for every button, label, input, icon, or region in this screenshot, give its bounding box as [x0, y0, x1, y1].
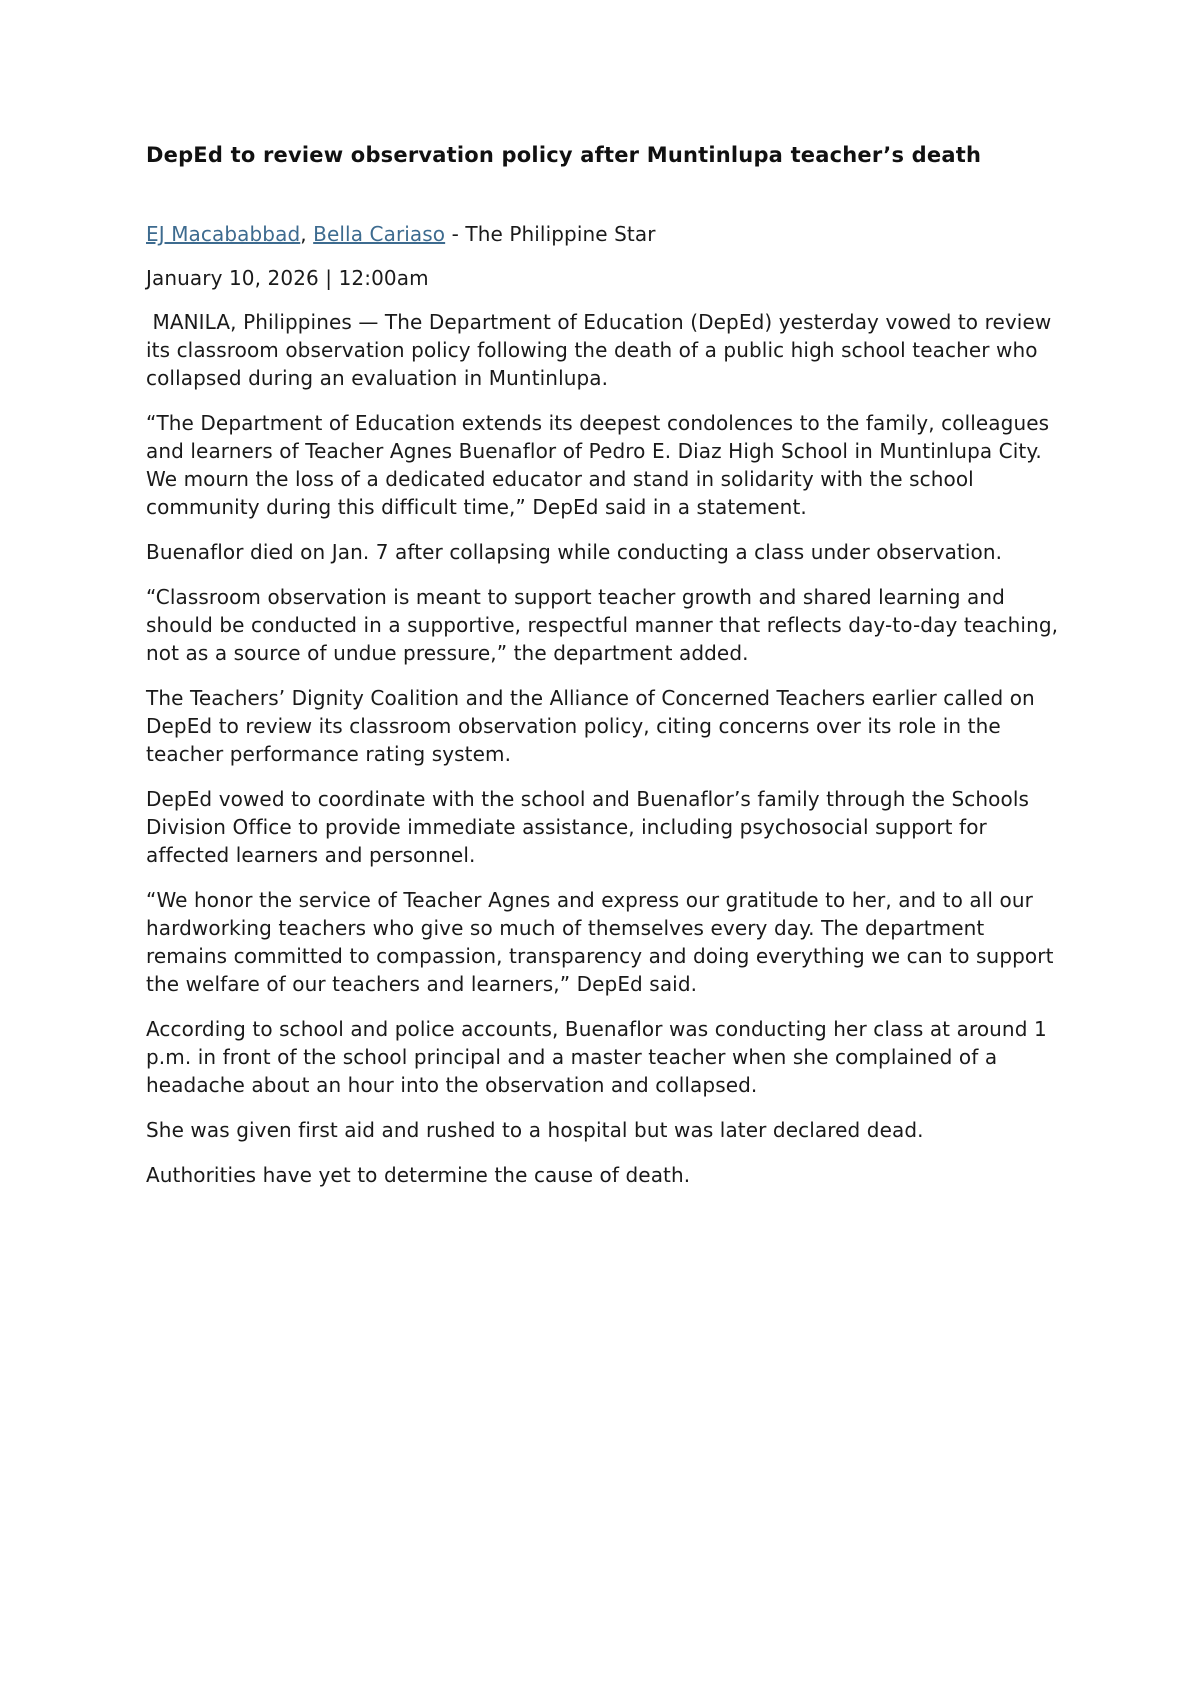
article-paragraph: She was given first aid and rushed to a hospital but was later declared dead. — [146, 1118, 924, 1142]
author-link-1[interactable]: EJ Macababbad — [146, 222, 301, 246]
article-paragraph: DepEd vowed to coordinate with the school and Buenaflor’s family through the Schools Division Office to provide immediate assistance, including psychosocial support for affected learners and personnel. — [146, 787, 1030, 867]
article-paragraph: Authorities have yet to determine the cause of death. — [146, 1163, 691, 1187]
article-paragraph: According to school and police accounts, Buenaflor was conducting her class at around 1 p.m. in front of the school principal and a master teacher when she complained of a headache about an hour into the observation and collapsed. — [146, 1017, 1047, 1097]
dateline: January 10, 2026 | 12:00am — [146, 266, 429, 290]
author-separator: , — [300, 222, 314, 246]
article-paragraph: The Teachers’ Dignity Coalition and the Alliance of Concerned Teachers earlier called on DepEd to review its classroom observation policy, citing concerns over its role in the teacher performance rating system. — [146, 686, 1035, 766]
publication-name: - The Philippine Star — [445, 222, 656, 246]
article-headline: DepEd to review observation policy after Muntinlupa teacher’s death — [146, 143, 982, 167]
article-paragraph: MANILA, Philippines — The Department of Education (DepEd) yesterday vowed to review its classroom observation policy following the death of a public high school teacher who collapsed during an evaluation in Muntinlupa. — [146, 310, 1058, 390]
author-link-2[interactable]: Bella Cariaso — [313, 222, 446, 246]
byline — [146, 220, 1066, 248]
article-paragraph: Buenaflor died on Jan. 7 after collapsing while conducting a class under observation. — [146, 540, 1003, 564]
article-paragraph: “Classroom observation is meant to support teacher growth and shared learning and should be conducted in a supportive, respectful manner that reflects day-to-day teaching, not as a source of undue pressure,” the department added. — [146, 585, 1059, 665]
article-paragraph: “We honor the service of Teacher Agnes and express our gratitude to her, and to all our hardworking teachers who give so much of themselves every day. The department remains committed to compassion, transparency and doing everything we can to support the welfare of our teachers and learners,” DepEd said. — [146, 888, 1054, 996]
article-paragraph: “The Department of Education extends its deepest condolences to the family, colleagues and learners of Teacher Agnes Buenaflor of Pedro E. Diaz High School in Muntinlupa City. We mourn the loss of a dedicated educator and stand in solidarity with the school community during this difficult time,” DepEd said in a statement. — [146, 411, 1050, 519]
article-page — [146, 140, 1066, 1206]
